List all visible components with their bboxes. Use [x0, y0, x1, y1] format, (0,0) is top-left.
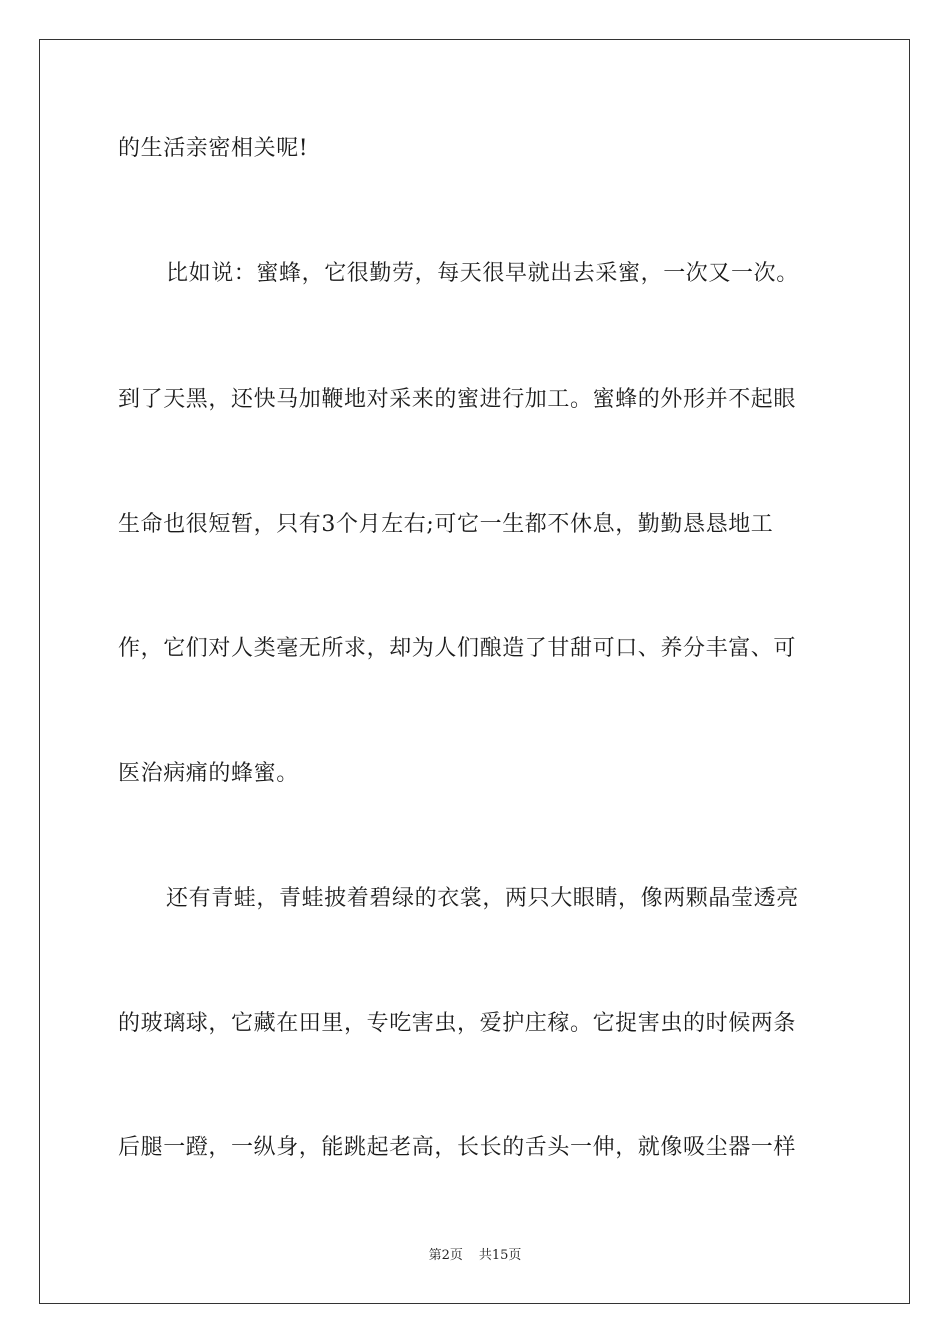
- paragraph-line-9: 后腿一蹬，一纵身，能跳起老高，长长的舌头一伸，就像吸尘器一样: [118, 1135, 797, 1160]
- paragraph-line-3: 到了天黑，还快马加鞭地对采来的蜜进行加工。蜜蜂的外形并不起眼: [118, 387, 797, 412]
- page-total: 共15页: [478, 1248, 522, 1263]
- paragraph-line-6: 医治病痛的蜂蜜。: [118, 761, 299, 786]
- paragraph-line-7: 还有青蛙，青蛙披着碧绿的衣裳，两只大眼睛，像两颗晶莹透亮: [166, 886, 799, 911]
- paragraph-line-4: 生命也很短暂，只有3个月左右;可它一生都不休息，勤勤恳恳地工: [118, 512, 774, 537]
- page-number: 第2页: [428, 1248, 463, 1263]
- paragraph-line-1: 的生活亲密相关呢!: [118, 136, 309, 161]
- paragraph-line-2: 比如说：蜜蜂，它很勤劳，每天很早就出去采蜜，一次又一次。: [166, 261, 799, 286]
- paragraph-line-8: 的玻璃球，它藏在田里，专吃害虫，爱护庄稼。它捉害虫的时候两条: [118, 1011, 797, 1036]
- paragraph-line-5: 作，它们对人类毫无所求，却为人们酿造了甘甜可口、养分丰富、可: [118, 636, 797, 661]
- page-footer: [0, 1247, 950, 1265]
- page-border: [39, 39, 910, 1304]
